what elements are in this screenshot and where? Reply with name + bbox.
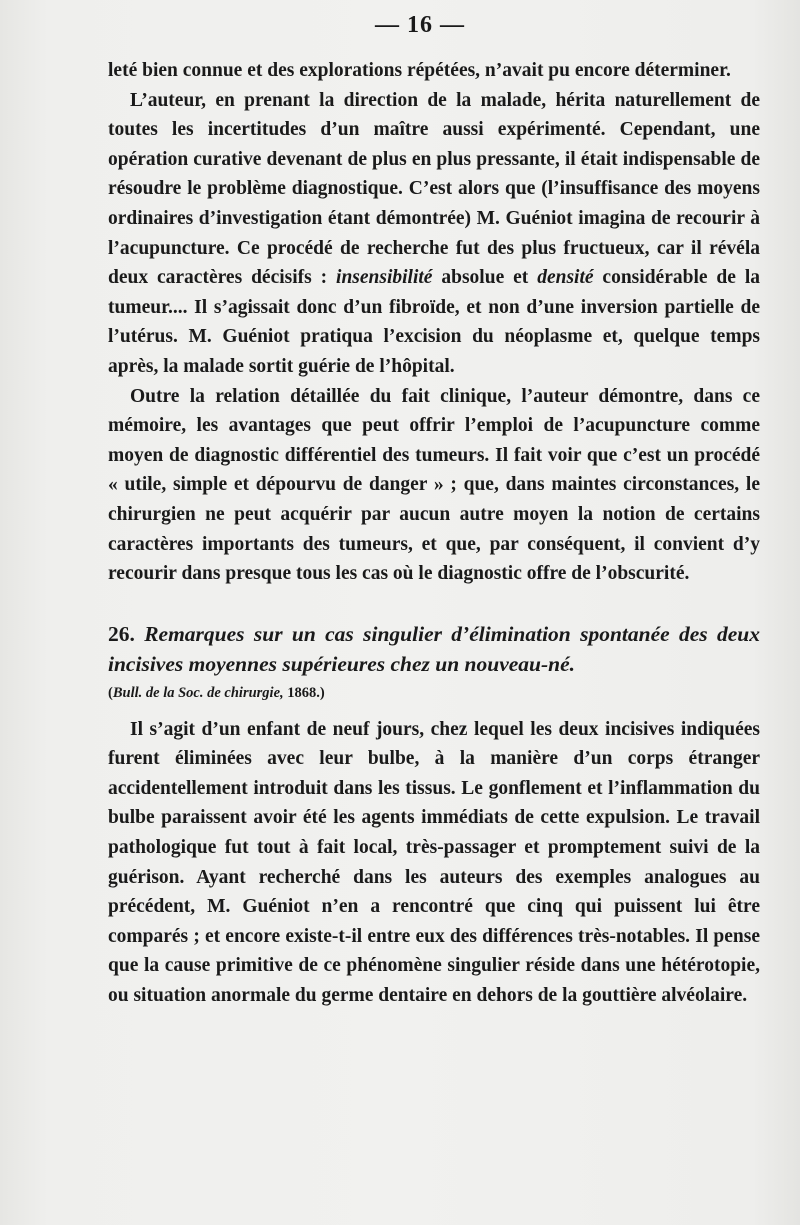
section-number: 26. [108, 621, 135, 646]
paragraph-acupuncture: Outre la relation détaillée du fait clinique, l’auteur démontre, dans ce mémoire, les avantages que peut offrir l’emploi de l’acupuncture comme moyen de diagnostic différentiel des tumeurs. Il fait voir que c’est un procédé « utile, simple et dépourvu de danger » ; que, dans maintes circonstances, le chirurgien ne peut acquérir par aucun autre moyen la notion de certains caractères importants des tumeurs, et que, par conséquent, il convient d’y recourir dans presque tous les cas où le diagnostic offre de l’obscurité. [108, 385, 760, 585]
paragraph-text: considérable de la tumeur.... Il s’agissait donc d’un fibroïde, et non d’une inversion partielle de l’utérus. M. Guéniot pratiqua l’excision du néoplasme et, quelque temps après, la malade sortit guérie de l’hôpital. [108, 267, 760, 377]
paragraph-text: absolue et [432, 267, 538, 289]
citation-open: ( [108, 684, 113, 701]
emphasis-insensibilite: insensibilité [336, 267, 433, 289]
citation [108, 681, 760, 705]
citation-journal: Bull. de la Soc. de chirurgie, [112, 684, 284, 701]
citation-year: 1868.) [283, 684, 325, 701]
paragraph-diagnosis [108, 86, 760, 382]
section-heading [108, 619, 760, 679]
paragraph-incisives: Il s’agit d’un enfant de neuf jours, chez lequel les deux incisives indiquées furent éliminées avec leur bulbe, à la manière d’un corps étranger accidentellement introduit dans les tissus. Le gonflement et l’inflammation du bulbe paraissent avoir été les agents immédiats de cette expulsion. Le travail pathologique fut tout à fait local, très-passager et promptement suivi de la guérison. Ayant recherché dans les auteurs des exemples analogues au précédent, M. Guéniot n’en a rencontré que cinq qui puissent lui être comparés ; et encore existe-t-il entre eux des différences très-notables. Il pense que la cause primitive de ce phénomène singulier réside dans une hétérotopie, ou situation anormale du germe dentaire en dehors de la gouttière alvéolaire. [108, 718, 760, 1007]
emphasis-densite: densité [537, 267, 594, 289]
page-number: — 16 — [375, 12, 465, 38]
section-title: Remarques sur un cas singulier d’élimination spontanée des deux incisives moyennes supérieures chez un nouveau-né. [108, 621, 760, 676]
paragraph-continuation: leté bien connue et des explorations répétées, n’avait pu encore déterminer. [108, 60, 731, 81]
paragraph-text: L’auteur, en prenant la direction de la malade, hérita naturellement de toutes les incertitudes d’un maître aussi expérimenté. Cependant, une opération curative devenant de plus en plus pressante, il était indispensable de résoudre le problème diagnostique. C’est alors que (l’insuffisance des moyens ordinaires d’investigation étant démontrée) M. Guéniot imagina de recourir à l’acupuncture. Ce procédé de recherche fut des plus fructueux, car il révéla deux caractères décisifs : [108, 89, 760, 289]
page-body [108, 56, 760, 1011]
